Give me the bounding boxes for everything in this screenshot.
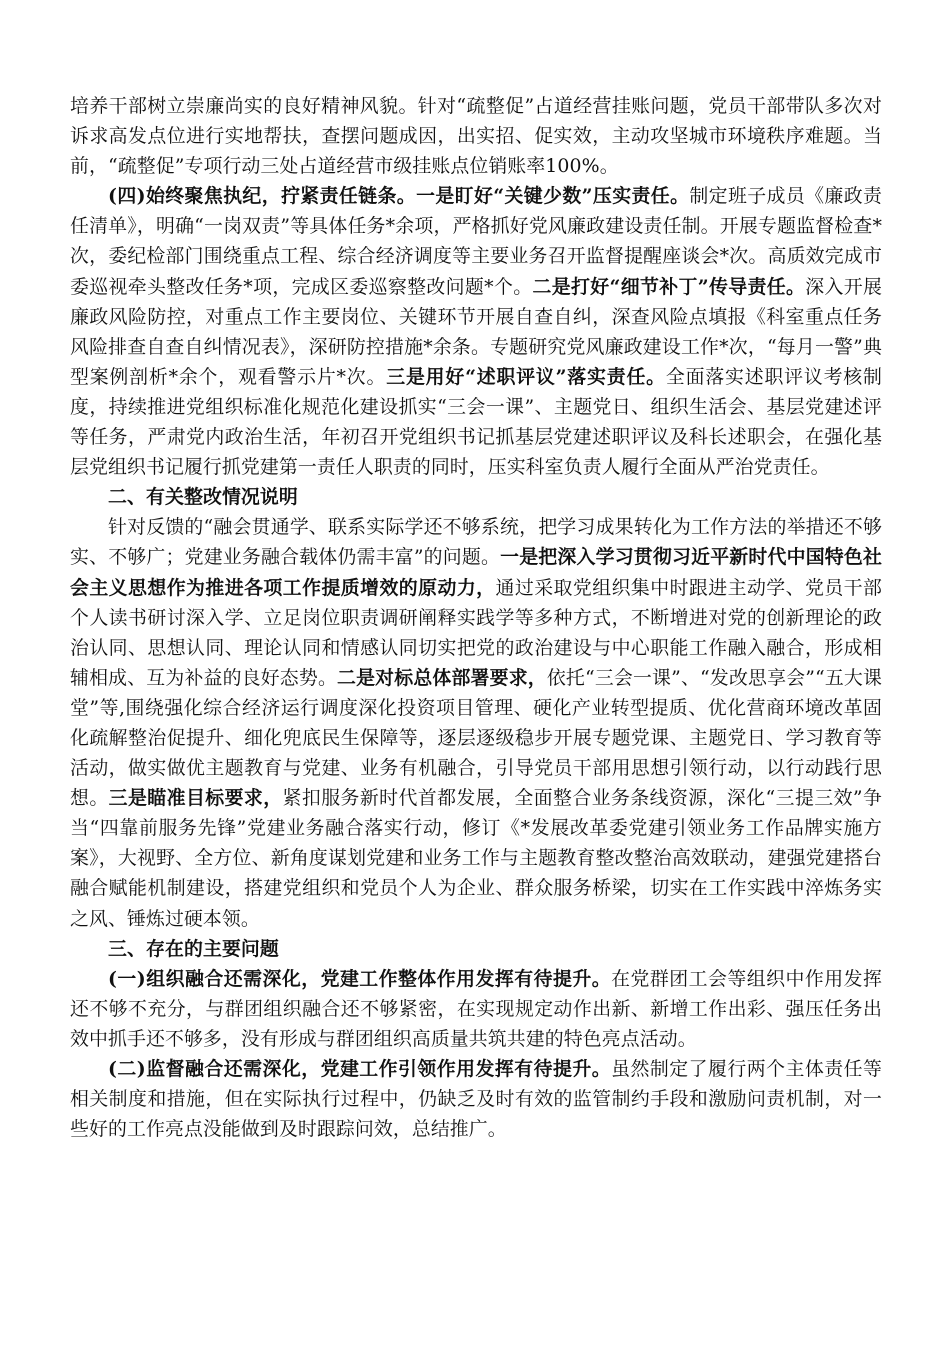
section-heading-4: (四)始终聚焦执纪，拧紧责任链条。 <box>108 185 417 208</box>
point-two-heading: 二是打好“细节补丁”传导责任。 <box>532 275 806 298</box>
paragraph-integrity-culture <box>70 91 882 181</box>
point-two-heading: 二是对标总体部署要求， <box>337 666 547 689</box>
paragraph-text: 培养干部树立崇廉尚实的良好精神风貌。针对“疏整促”占道经营挂账问题，党员干部带队多次对诉求高发点位进行实地帮扶，查摆问题成因，出实招、促实效，主动攻坚城市环境秩序难题。当前，“疏整促”专项行动三处占道经营市级挂账点位销账率100%。 <box>70 95 882 178</box>
paragraph-text: 依托“三会一课”、“发改思享会”“五大课堂”等,围绕强化综合经济运行调度深化投资项目管理、硬化产业转型提质、优化营商环境改革固化疏解整治促提升、细化兜底民生保障等，逐层逐级稳步开展专题党课、主题党日、学习教育等活动，做实做优主题教育与党建、业务有机融合，引导党员干部用思想引领行动，以行动践行思想。 <box>70 666 882 810</box>
paragraph-problem-supervision <box>70 1054 882 1144</box>
paragraph-text: 全面落实述职评议考核制度，持续推进党组织标准化规范化建设抓实“三会一课”、主题党日、组织生活会、基层党建述评等任务，严肃党内政治生活，年初召开党组织书记抓基层党建述职评议及科长述职会，在强化基层党组织书记履行抓党建第一责任人职责的同时，压实科室负责人履行全面从严治党责任。 <box>70 365 883 479</box>
point-one-heading: 一是把深入学习贯彻习近平新时代中国特色社会主义思想作为推进各项工作提质增效的原动力， <box>70 546 882 599</box>
paragraph-text: 虽然制定了履行两个主体责任等相关制度和措施，但在实际执行过程中，仍缺乏及时有效的监管制约手段和激励问责机制，对一些好的工作亮点没能做到及时跟踪问效，总结推广。 <box>70 1058 882 1141</box>
problem-two-heading: (二)监督融合还需深化，党建工作引领作用发挥有待提升。 <box>108 1058 612 1080</box>
paragraph-discipline-responsibility <box>70 181 882 482</box>
paragraph-rectification <box>70 512 882 933</box>
section-title-problems: 三、存在的主要问题 <box>108 937 279 960</box>
paragraph-text: 紧扣服务新时代首都发展，全面整合业务条线资源，深化“三提三效”争当“四靠前服务先锋”党建业务融合落实行动，修订《*发展改革委党建引领业务工作品牌实施方案》，大视野、全方位、新角度谋划党建和业务工作与主题教育整改整治高效联动，建强党建搭台融合赋能机制建设，搭建党组织和党员个人为企业、群众服务桥梁，切实在工作实践中淬炼务实之风、锤炼过硬本领。 <box>70 787 883 930</box>
point-three-heading: 三是用好“述职评议”落实责任。 <box>386 365 666 388</box>
paragraph-text: 针对反馈的“融会贯通学、联系实际学还不够系统，把学习成果转化为工作方法的举措还不够实、不够广；党建业务融合载体仍需丰富”的问题。 <box>70 516 882 569</box>
paragraph-text: 制定班子成员《廉政责任清单》，明确“一岗双责”等具体任务*余项，严格抓好党风廉政建设责任制。开展专题监督检查*次，委纪检部门围绕重点工程、综合经济调度等主要业务召开监督提醒座谈会*次。高质效完成市委巡视牵头整改任务*项，完成区委巡察整改问题*个。 <box>70 185 883 298</box>
problem-one-heading: (一)组织融合还需深化，党建工作整体作用发挥有待提升。 <box>108 967 612 990</box>
paragraph-text: 深入开展廉政风险防控，对重点工作主要岗位、关键环节开展自查自纠，深查风险点填报《科室重点任务风险排查自查自纠情况表》，深研防控措施*余条。专题研究党风廉政建设工作*次，“每月一警”典型案例剖析*余个，观看警示片*次。 <box>70 275 883 388</box>
section-title-rectification: 二、有关整改情况说明 <box>108 486 298 509</box>
point-one-heading: 一是盯好“关键少数”压实责任。 <box>416 185 690 208</box>
paragraph-text: 通过采取党组织集中时跟进主动学、党员干部个人读书研讨深入学、立足岗位职责调研阐释实践学等多种方式，不断增进对党的创新理论的政治认同、思想认同、理论认同和情感认同切实把党的政治建设与中心职能工作融入融合，形成相辅相成、互为补益的良好态势。 <box>70 576 882 689</box>
paragraph-problem-organization <box>70 964 882 1054</box>
point-three-heading: 三是瞄准目标要求， <box>108 787 283 810</box>
document-page <box>70 91 882 1144</box>
paragraph-text: 在党群团工会等组织中作用发挥还不够不充分，与群团组织融合还不够紧密，在实现规定动作出新、新增工作出彩、强压任务出效中抓手还不够多，没有形成与群团组织高质量共筑共建的特色亮点活动。 <box>70 967 882 1050</box>
